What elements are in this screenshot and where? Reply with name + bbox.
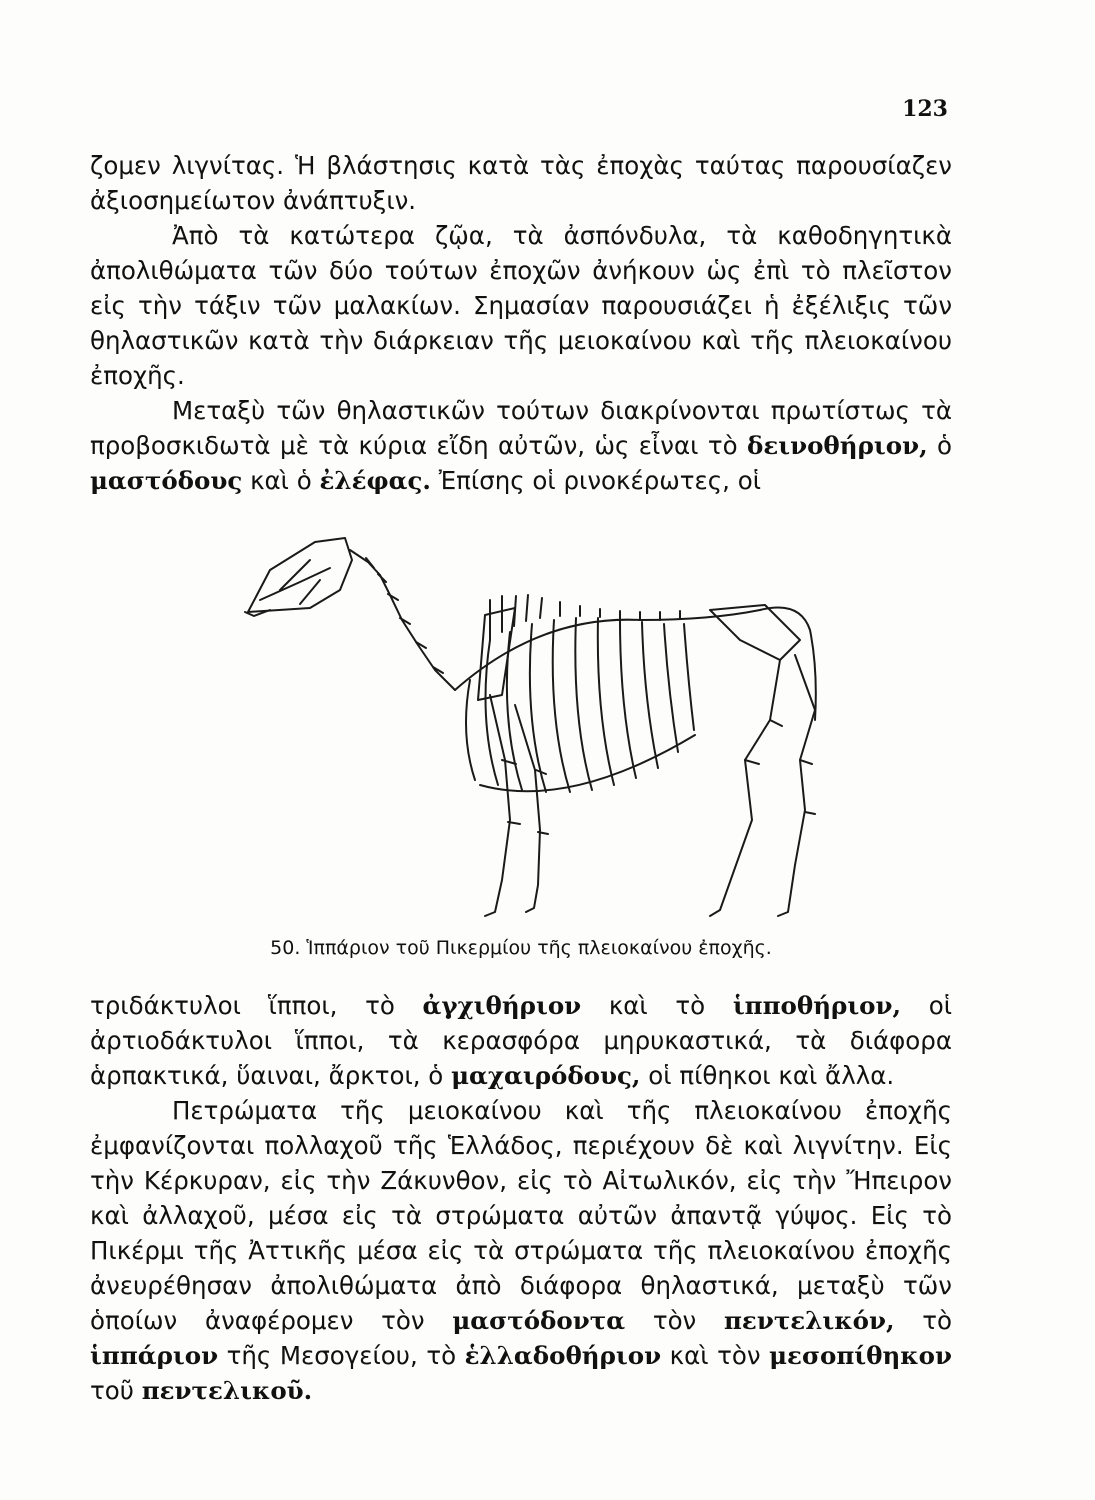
bold-term: μαστόδους (90, 466, 243, 495)
page-number: 123 (902, 96, 948, 122)
bold-term: πεντελικοῦ. (141, 1376, 313, 1405)
paragraph: ζομεν λιγνίτας. Ἡ βλάστησις κατὰ τὰς ἐποχὰς ταύτας παρουσίαζεν ἀξιοσημείωτον ἀνάπτυξιν. (90, 151, 952, 215)
hind-leg (778, 655, 815, 916)
upper-text (90, 148, 952, 498)
paragraph: Πετρώματα τῆς μειοκαίνου καὶ τῆς πλειοκαίνου ἐποχῆς ἐμφανίζονται πολλαχοῦ τῆς Ἑλλάδος, περιέχουν δὲ καὶ λιγνίτην. Εἰς τὴν Κέρκυραν, εἰς τὴν Ζάκυνθον, εἰς τὸ Αἰτωλικόν, εἰς τὴν Ἤπειρον καὶ ἀλλαχοῦ, μέσα εἰς τὰ στρώματα αὐτῶν ἀπαντᾷ γύψος. Εἰς τὸ Πικέρμι τῆς Ἀττικῆς μέσα εἰς τὰ στρώματα τῆς πλειοκαίνου ἐποχῆς ἀνευρέθησαν ἀπολιθώματα ἀπὸ διάφορα θηλαστικά, μεταξὺ τῶν ὁποίων ἀναφέρομεν τὸν μαστόδοντα τὸν πεντελικόν, τὸ ἱππάριον τῆς Μεσογείου, τὸ ἑλλαδοθήριον καὶ τὸν μεσοπίθηκον τοῦ πεντελικοῦ. (90, 1096, 953, 1405)
front-leg (515, 705, 540, 912)
scapula (478, 608, 515, 700)
bold-term: μαχαιρόδους, (451, 1061, 641, 1090)
ribcage (466, 618, 695, 792)
bold-term: ἱπποθήριον, (732, 991, 902, 1020)
hind-leg (710, 660, 780, 916)
front-leg (485, 695, 510, 916)
spine (455, 610, 760, 690)
lower-text (90, 988, 952, 1408)
figure-caption: 50. Ἱππάριον τοῦ Πικερμίου τῆς πλειοκαίνου ἐποχῆς. (270, 937, 772, 959)
hipparion-skeleton-figure (240, 520, 860, 930)
skull (248, 538, 352, 612)
paragraph: Ἀπὸ τὰ κατώτερα ζῷα, τὰ ἀσπόνδυλα, τὰ καθοδηγητικὰ ἀπολιθώματα τῶν δύο τούτων ἐποχῶν ἀνήκουν ὡς ἐπὶ τὸ πλεῖστον εἰς τὴν τάξιν τῶν μαλακίων. Σημασίαν παρουσιάζει ἡ ἐξέλιξις τῶν θηλαστικῶν κατὰ τὴν διάρκειαν τῆς μειοκαίνου καὶ τῆς πλειοκαίνου ἐποχῆς. (90, 221, 952, 390)
bold-term: ἐλέφας. (319, 466, 431, 495)
bold-term: μεσοπίθηκον (769, 1341, 953, 1370)
bold-term: ἀγχιθήριον (422, 991, 582, 1020)
paragraph: Μεταξὺ τῶν θηλαστικῶν τούτων διακρίνονται πρωτίστως τὰ προβοσκιδωτὰ μὲ τὰ κύρια εἴδη αὐτῶν, ὡς εἶναι τὸ δεινοθήριον, ὁ μαστόδους καὶ ὁ ἐλέφας. Ἐπίσης οἱ ρινοκέρωτες, οἱ (90, 396, 953, 495)
bold-term: μαστόδοντα (452, 1306, 626, 1335)
tail (760, 608, 816, 721)
bold-term: δεινοθήριον, (747, 431, 928, 460)
paragraph: τριδάκτυλοι ἵπποι, τὸ ἀγχιθήριον καὶ τὸ ἱπποθήριον, οἱ ἀρτιοδάκτυλοι ἵπποι, τὰ κερασφόρα μηρυκαστικά, τὰ διάφορα ἁρπακτικά, ὕαιναι, ἄρκτοι, ὁ μαχαιρόδους, οἱ πίθηκοι καὶ ἄλλα. (90, 991, 953, 1090)
pelvis (710, 605, 800, 660)
bold-term: ἑλλαδοθήριον (464, 1341, 662, 1370)
bold-term: πεντελικόν, (724, 1306, 895, 1335)
bold-term: ἱππάριον (90, 1341, 219, 1370)
